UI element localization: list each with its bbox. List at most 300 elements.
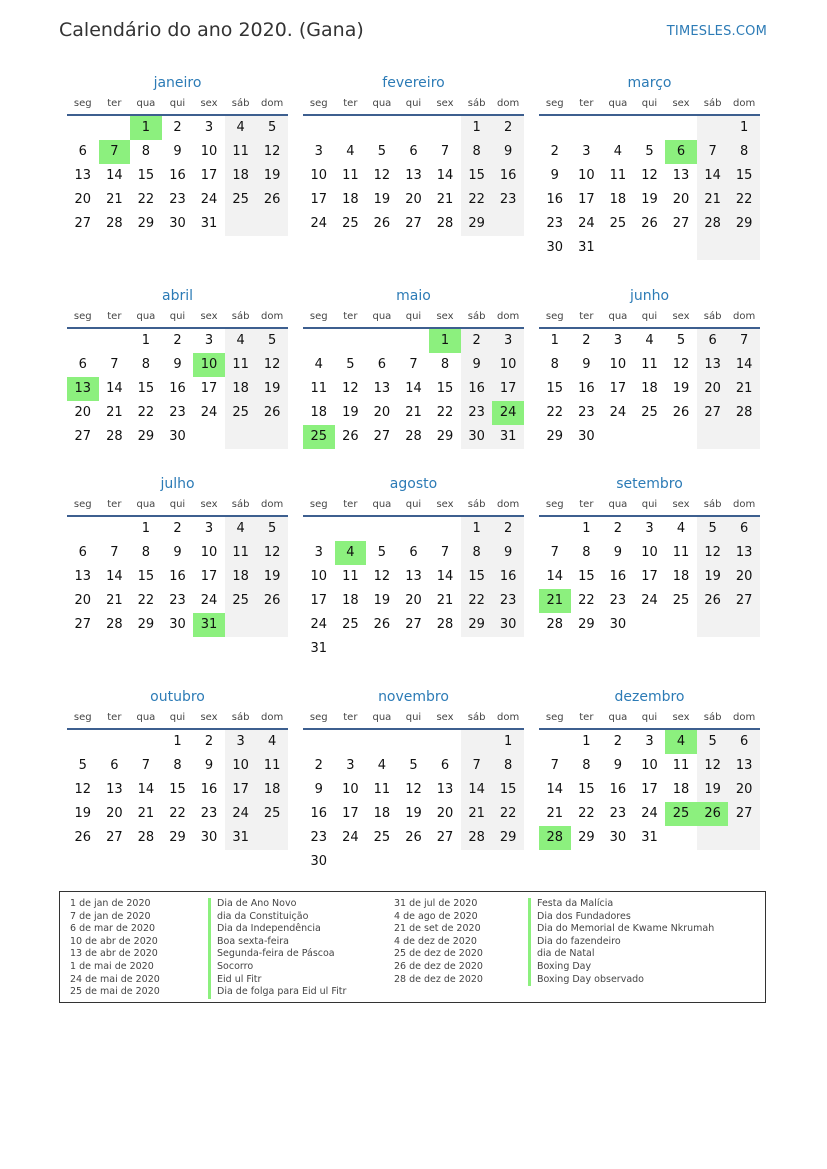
day-cell: 6 <box>110 758 119 773</box>
day-cell: 14 <box>106 168 123 183</box>
day-cell: 4 <box>225 116 257 140</box>
week-row <box>67 517 288 541</box>
weekday-label: ter <box>579 499 594 510</box>
day-cell: 2 <box>492 116 524 140</box>
month-name: setembro <box>616 476 683 492</box>
day-cell: 5 <box>256 517 288 541</box>
week-row <box>67 754 288 778</box>
weekday-label: qua <box>136 98 156 109</box>
legend-date: 1 de jan de 2020 <box>70 898 151 909</box>
weekday-label: qui <box>641 712 658 723</box>
day-cell: 23 <box>492 188 524 212</box>
week-row <box>67 778 288 802</box>
day-cell: 10 <box>578 168 595 183</box>
day-cell: 24 <box>609 405 627 420</box>
day-cell: 27 <box>697 401 729 425</box>
legend-holiday-name: Dia de Ano Novo <box>208 898 346 911</box>
weekday-label: seg <box>545 499 564 510</box>
weekday-label: dom <box>497 712 520 723</box>
day-cell: 1 <box>173 734 182 749</box>
empty-day-cell <box>539 116 571 140</box>
day-cell: 20 <box>405 593 422 608</box>
day-cell: 18 <box>225 164 257 188</box>
weekday-header <box>303 94 524 116</box>
empty-day-cell <box>303 730 335 754</box>
month-name: janeiro <box>153 75 202 91</box>
day-cell: 15 <box>578 569 595 584</box>
day-cell: 8 <box>461 541 493 565</box>
weekday-label: qui <box>169 499 186 510</box>
weekday-label: sáb <box>703 311 722 322</box>
day-cell: 3 <box>314 545 323 560</box>
day-cell: 2 <box>492 517 524 541</box>
weekday-label: qua <box>136 712 156 723</box>
legend-date: 25 de dez de 2020 <box>394 948 483 960</box>
month-name: junho <box>629 288 670 304</box>
empty-day-cell <box>665 613 697 637</box>
day-cell: 8 <box>440 357 450 372</box>
day-cell: 27 <box>106 830 123 845</box>
empty-day-cell <box>335 730 367 754</box>
week-row <box>303 353 524 377</box>
empty-day-cell <box>634 236 666 260</box>
day-cell: 9 <box>173 357 182 372</box>
day-cell: 16 <box>461 377 493 401</box>
week-row <box>303 377 524 401</box>
day-cell: 24 <box>200 593 218 608</box>
day-cell: 19 <box>641 192 658 207</box>
empty-day-cell <box>398 116 430 140</box>
weekday-label: ter <box>579 98 594 109</box>
week-row <box>539 188 760 212</box>
empty-day-cell <box>366 329 398 353</box>
day-cell: 2 <box>204 734 214 749</box>
week-row <box>539 802 760 826</box>
legend-names-column <box>208 898 346 999</box>
day-cell: 13 <box>405 168 422 183</box>
day-cell: 17 <box>609 381 627 396</box>
day-cell: 8 <box>461 140 493 164</box>
day-cell: 14 <box>405 381 422 396</box>
day-cell: 26 <box>342 429 359 444</box>
day-cell: 25 <box>225 188 257 212</box>
day-cell: 10 <box>200 144 218 159</box>
day-cell: 16 <box>169 381 186 396</box>
day-cell: 4 <box>225 517 257 541</box>
day-cell: 31 <box>200 216 218 231</box>
week-row <box>303 188 524 212</box>
day-cell: 24 <box>310 617 328 632</box>
weekday-label: qua <box>608 712 628 723</box>
empty-day-cell <box>130 730 162 754</box>
day-cell: 9 <box>613 758 623 773</box>
holiday-day-cell: 31 <box>193 613 225 637</box>
empty-day-cell <box>492 212 524 236</box>
weekday-header <box>539 307 760 329</box>
day-cell: 28 <box>436 617 454 632</box>
day-cell: 18 <box>609 192 627 207</box>
day-cell: 25 <box>672 593 690 608</box>
weekday-label: ter <box>107 98 122 109</box>
day-cell: 31 <box>578 240 595 255</box>
weekday-label: seg <box>545 712 564 723</box>
weekday-label: qua <box>136 499 156 510</box>
day-cell: 23 <box>169 405 186 420</box>
day-cell: 17 <box>200 168 218 183</box>
day-cell: 22 <box>137 405 155 420</box>
day-cell: 30 <box>609 617 627 632</box>
legend-holiday-name: Dia dos Fundadores <box>528 911 714 924</box>
day-cell: 27 <box>373 429 391 444</box>
day-cell: 30 <box>461 425 493 449</box>
day-cell: 24 <box>225 802 257 826</box>
day-cell: 4 <box>645 333 654 348</box>
day-cell: 19 <box>405 806 422 821</box>
legend-date: 4 de ago de 2020 <box>394 910 478 922</box>
day-cell: 17 <box>200 381 218 396</box>
weekday-label: qui <box>169 98 186 109</box>
weekday-label: sáb <box>467 311 486 322</box>
week-row <box>303 212 524 236</box>
day-cell: 2 <box>314 758 323 773</box>
site-link[interactable]: TIMESLES.COM <box>666 24 767 39</box>
weekday-label: qua <box>136 311 156 322</box>
day-cell: 28 <box>106 216 123 231</box>
day-cell: 14 <box>436 569 454 584</box>
week-row <box>303 850 524 874</box>
empty-day-cell <box>728 425 760 449</box>
day-cell: 12 <box>74 782 92 797</box>
holiday-day-cell: 6 <box>665 140 697 164</box>
day-cell: 7 <box>110 357 119 372</box>
day-cell: 3 <box>204 521 214 536</box>
day-cell: 1 <box>728 116 760 140</box>
day-cell: 28 <box>137 830 155 845</box>
day-cell: 9 <box>550 168 559 183</box>
day-cell: 15 <box>492 778 524 802</box>
weekday-label: qua <box>608 311 628 322</box>
weekday-label: dom <box>497 98 520 109</box>
day-cell: 24 <box>641 593 658 608</box>
day-cell: 7 <box>409 357 418 372</box>
weekday-header <box>303 307 524 329</box>
weekday-label: dom <box>733 712 756 723</box>
month-outubro <box>67 686 288 850</box>
week-row <box>67 589 288 613</box>
empty-day-cell <box>225 425 257 449</box>
day-cell: 5 <box>256 116 288 140</box>
week-row <box>539 425 760 449</box>
day-cell: 11 <box>641 357 658 372</box>
weekday-header <box>303 708 524 730</box>
day-cell: 26 <box>373 617 391 632</box>
weekday-label: ter <box>107 499 122 510</box>
holiday-day-cell: 4 <box>665 730 697 754</box>
week-row <box>67 377 288 401</box>
empty-day-cell <box>335 850 367 874</box>
empty-day-cell <box>697 236 729 260</box>
weekday-label: sáb <box>467 98 486 109</box>
day-cell: 29 <box>137 617 155 632</box>
week-row <box>303 589 524 613</box>
empty-day-cell <box>366 637 398 661</box>
day-cell: 7 <box>141 758 151 773</box>
month-name: maio <box>396 288 431 304</box>
weekday-label: qua <box>372 499 392 510</box>
legend-holiday-name: Dia da Independência <box>208 923 346 936</box>
holiday-day-cell: 13 <box>67 377 99 401</box>
day-cell: 15 <box>137 168 155 183</box>
empty-day-cell <box>634 425 666 449</box>
weekday-header <box>67 708 288 730</box>
day-cell: 25 <box>225 401 257 425</box>
week-row <box>539 754 760 778</box>
day-cell: 4 <box>377 758 387 773</box>
empty-day-cell <box>697 826 729 850</box>
day-cell: 11 <box>256 754 288 778</box>
week-row <box>67 140 288 164</box>
day-cell: 1 <box>141 333 151 348</box>
empty-day-cell <box>303 517 335 541</box>
day-cell: 23 <box>578 405 595 420</box>
holiday-day-cell: 26 <box>697 802 729 826</box>
week-row <box>303 541 524 565</box>
weekday-label: seg <box>73 712 92 723</box>
day-cell: 30 <box>200 830 218 845</box>
empty-day-cell <box>634 613 666 637</box>
day-cell: 22 <box>728 188 760 212</box>
day-cell: 18 <box>373 806 391 821</box>
day-cell: 20 <box>373 405 391 420</box>
empty-day-cell <box>99 116 131 140</box>
weekday-label: sex <box>436 98 454 109</box>
day-cell: 6 <box>440 758 450 773</box>
month-name: fevereiro <box>382 75 445 91</box>
month-name: agosto <box>389 476 438 492</box>
empty-day-cell <box>366 517 398 541</box>
weekday-label: dom <box>261 98 284 109</box>
day-cell: 6 <box>377 357 387 372</box>
holiday-day-cell: 10 <box>193 353 225 377</box>
week-row <box>539 212 760 236</box>
empty-day-cell <box>697 425 729 449</box>
day-cell: 18 <box>641 381 658 396</box>
week-row <box>303 637 524 661</box>
weekday-label: sáb <box>231 311 250 322</box>
day-cell: 20 <box>74 405 92 420</box>
month-abril <box>67 285 288 449</box>
weekday-label: seg <box>73 499 92 510</box>
week-row <box>67 401 288 425</box>
day-cell: 20 <box>697 377 729 401</box>
day-cell: 29 <box>578 617 595 632</box>
day-cell: 24 <box>641 806 658 821</box>
week-row <box>539 164 760 188</box>
day-cell: 15 <box>546 381 564 396</box>
day-cell: 14 <box>546 782 564 797</box>
legend-dates-column <box>70 898 160 999</box>
weekday-label: seg <box>545 311 564 322</box>
day-cell: 17 <box>310 192 328 207</box>
day-cell: 29 <box>137 429 155 444</box>
holiday-day-cell: 1 <box>130 116 162 140</box>
day-cell: 2 <box>173 333 182 348</box>
week-row <box>539 236 760 260</box>
page-title: Calendário do ano 2020. (Gana) <box>59 19 364 41</box>
day-cell: 6 <box>409 144 418 159</box>
day-cell: 22 <box>461 589 493 613</box>
empty-day-cell <box>728 236 760 260</box>
day-cell: 19 <box>373 593 391 608</box>
day-cell: 15 <box>578 782 595 797</box>
day-cell: 21 <box>106 593 123 608</box>
day-cell: 30 <box>609 830 627 845</box>
day-cell: 17 <box>225 778 257 802</box>
day-cell: 5 <box>645 144 654 159</box>
weekday-label: dom <box>261 712 284 723</box>
week-row <box>303 164 524 188</box>
empty-day-cell <box>539 730 571 754</box>
day-cell: 27 <box>672 216 690 231</box>
day-cell: 20 <box>74 192 92 207</box>
weekday-label: dom <box>261 499 284 510</box>
day-cell: 26 <box>74 830 92 845</box>
day-cell: 4 <box>613 144 623 159</box>
day-cell: 22 <box>578 593 595 608</box>
day-cell: 18 <box>342 593 359 608</box>
day-cell: 31 <box>641 830 658 845</box>
week-row <box>539 353 760 377</box>
day-cell: 22 <box>578 806 595 821</box>
day-cell: 4 <box>676 521 686 536</box>
day-cell: 19 <box>74 806 92 821</box>
day-cell: 5 <box>377 545 387 560</box>
day-cell: 2 <box>613 521 623 536</box>
weekday-label: dom <box>733 98 756 109</box>
day-cell: 3 <box>204 120 214 135</box>
day-cell: 4 <box>346 144 355 159</box>
day-cell: 21 <box>546 806 564 821</box>
legend-holiday-name: dia de Natal <box>528 948 714 961</box>
day-cell: 23 <box>169 192 186 207</box>
legend-date: 1 de mai de 2020 <box>70 960 154 972</box>
day-cell: 8 <box>173 758 182 773</box>
day-cell: 14 <box>546 569 564 584</box>
day-cell: 27 <box>405 216 422 231</box>
day-cell: 25 <box>641 405 658 420</box>
day-cell: 19 <box>256 565 288 589</box>
day-cell: 27 <box>74 429 92 444</box>
day-cell: 25 <box>373 830 391 845</box>
day-cell: 16 <box>546 192 564 207</box>
holiday-day-cell: 28 <box>539 826 571 850</box>
empty-day-cell <box>728 613 760 637</box>
day-cell: 5 <box>78 758 87 773</box>
day-cell: 21 <box>405 405 422 420</box>
weekday-label: qui <box>405 712 422 723</box>
month-agosto <box>303 473 524 661</box>
day-cell: 9 <box>582 357 591 372</box>
weekday-label: dom <box>733 311 756 322</box>
day-cell: 2 <box>582 333 591 348</box>
legend-date: 13 de abr de 2020 <box>70 948 158 960</box>
weekday-label: sex <box>436 712 454 723</box>
day-cell: 7 <box>440 545 450 560</box>
day-cell: 5 <box>697 517 729 541</box>
day-cell: 5 <box>409 758 418 773</box>
week-row <box>539 541 760 565</box>
empty-day-cell <box>571 116 603 140</box>
empty-day-cell <box>461 730 493 754</box>
empty-day-cell <box>99 329 131 353</box>
day-cell: 21 <box>697 188 729 212</box>
empty-day-cell <box>429 730 461 754</box>
weekday-label: sáb <box>467 499 486 510</box>
day-cell: 15 <box>137 381 155 396</box>
day-cell: 24 <box>578 216 595 231</box>
empty-day-cell <box>398 730 430 754</box>
empty-day-cell <box>256 425 288 449</box>
day-cell: 30 <box>169 617 186 632</box>
day-cell: 11 <box>373 782 391 797</box>
day-cell: 18 <box>672 782 690 797</box>
day-cell: 21 <box>436 192 454 207</box>
day-cell: 26 <box>697 589 729 613</box>
empty-day-cell <box>429 850 461 874</box>
empty-day-cell <box>602 116 634 140</box>
day-cell: 12 <box>256 140 288 164</box>
day-cell: 25 <box>609 216 627 231</box>
weekday-label: ter <box>107 712 122 723</box>
day-cell: 31 <box>225 826 257 850</box>
day-cell: 1 <box>550 333 559 348</box>
day-cell: 20 <box>74 593 92 608</box>
holiday-legend <box>59 891 766 1003</box>
day-cell: 8 <box>141 144 151 159</box>
empty-day-cell <box>256 212 288 236</box>
day-cell: 21 <box>106 405 123 420</box>
day-cell: 23 <box>609 806 627 821</box>
day-cell: 17 <box>578 192 595 207</box>
day-cell: 18 <box>225 565 257 589</box>
day-cell: 19 <box>256 164 288 188</box>
day-cell: 13 <box>436 782 454 797</box>
day-cell: 2 <box>461 329 493 353</box>
day-cell: 14 <box>106 569 123 584</box>
day-cell: 12 <box>641 168 658 183</box>
day-cell: 15 <box>169 782 186 797</box>
empty-day-cell <box>335 116 367 140</box>
empty-day-cell <box>728 826 760 850</box>
day-cell: 9 <box>461 353 493 377</box>
weekday-label: qua <box>372 311 392 322</box>
legend-dates-column <box>394 898 483 986</box>
weekday-label: qui <box>169 311 186 322</box>
day-cell: 8 <box>141 357 151 372</box>
empty-day-cell <box>697 116 729 140</box>
day-cell: 20 <box>728 778 760 802</box>
month-novembro <box>303 686 524 874</box>
day-cell: 12 <box>373 168 391 183</box>
weekday-label: qua <box>608 499 628 510</box>
day-cell: 29 <box>169 830 186 845</box>
week-row <box>67 826 288 850</box>
day-cell: 25 <box>225 589 257 613</box>
day-cell: 10 <box>200 545 218 560</box>
empty-day-cell <box>429 517 461 541</box>
day-cell: 25 <box>256 802 288 826</box>
empty-day-cell <box>303 329 335 353</box>
